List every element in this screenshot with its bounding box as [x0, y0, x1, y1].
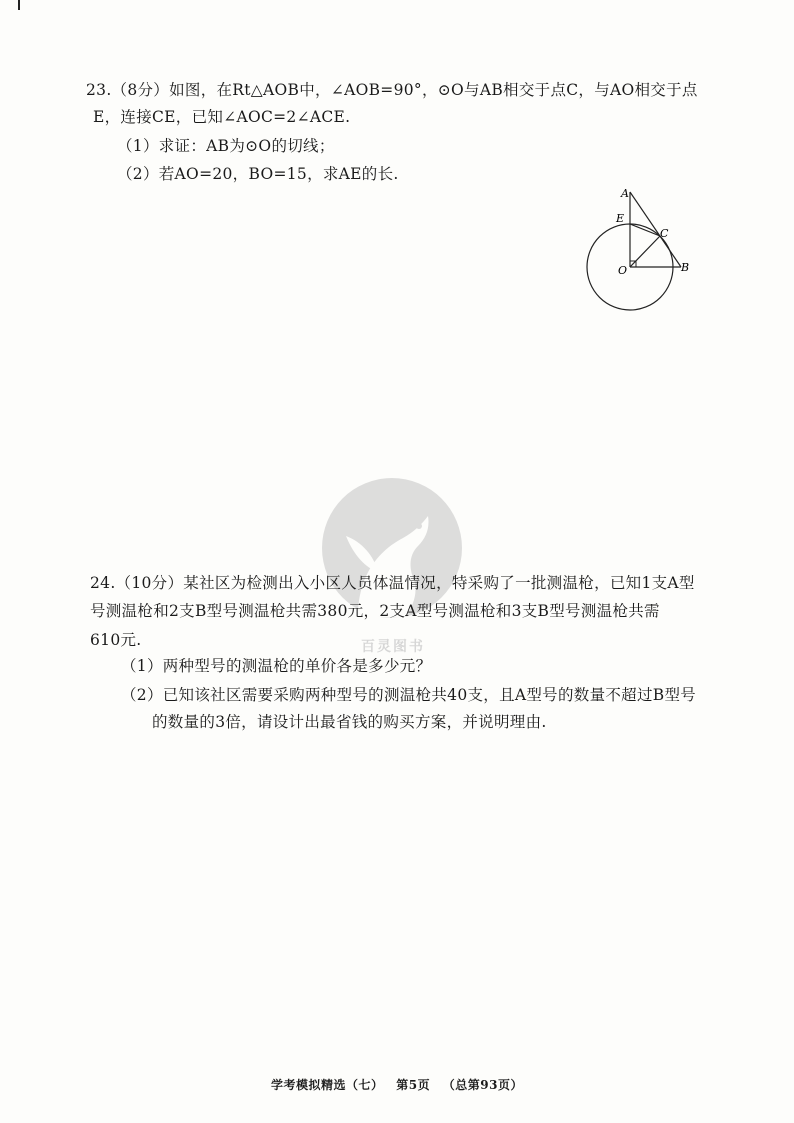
q24-subquestion-1: （1）两种型号的测温枪的单价各是多少元？ [121, 657, 432, 675]
label-b: B [681, 261, 690, 274]
watermark-text: 百灵图书 [361, 639, 425, 655]
label-o: O [618, 264, 628, 277]
q23-subquestion-2: （2）若AO=20，BO=15，求AE的长. [117, 165, 399, 183]
watermark-logo [318, 476, 466, 656]
footer-title: 学考模拟精选（七） [271, 1078, 384, 1092]
q24-line-3: 610元. [90, 631, 142, 649]
q24-subquestion-2-line-2: 的数量的3倍，请设计出最省钱的购买方案，并说明理由. [152, 713, 547, 731]
q23-subquestion-1: （1）求证：AB为⊙O的切线； [117, 137, 335, 155]
q23-continuation: E，连接CE，已知∠AOC=2∠ACE. [93, 108, 351, 126]
page-footer [0, 1076, 794, 1093]
label-e: E [616, 212, 625, 225]
segment-ab [630, 192, 681, 267]
scan-corner-mark [18, 0, 20, 10]
segment-oc [630, 236, 660, 267]
q24-subquestion-2-line-1: （2）已知该社区需要采购两种型号的测温枪共40支，且A型号的数量不超过B型号 [121, 686, 697, 704]
q24-line-2: 号测温枪和2支B型号测温枪共需380元，2支A型号测温枪和3支B型号测温枪共需 [90, 602, 660, 620]
footer-total: （总第93页） [442, 1078, 523, 1092]
label-c: C [660, 227, 669, 240]
q24-line-1: 24.（10分）某社区为检测出入小区人员体温情况，特采购了一批测温枪，已知1支A型 [90, 574, 695, 592]
label-a: A [621, 187, 629, 200]
q23-header: 23.（8分）如图，在Rt△AOB中，∠AOB=90°，⊙O与AB相交于点C，与AO相交于点 [86, 81, 698, 99]
footer-page: 第5页 [396, 1078, 431, 1092]
geometry-figure [580, 182, 700, 317]
